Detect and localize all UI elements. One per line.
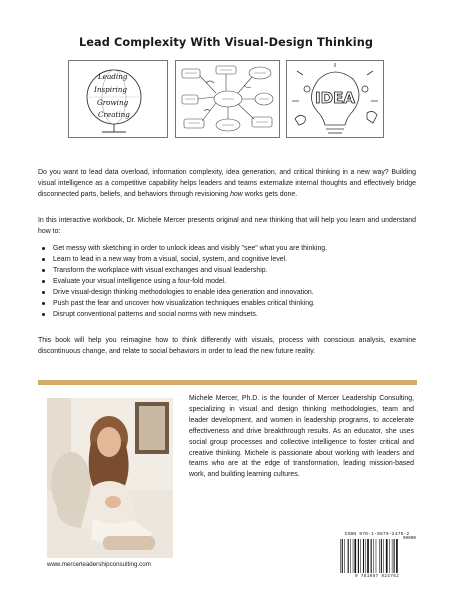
barcode-bar	[353, 539, 354, 573]
barcode-bar	[366, 539, 367, 573]
back-cover-title: Lead Complexity With Visual-Design Thinking	[78, 36, 374, 49]
intro-paragraph	[38, 167, 416, 201]
globe-sketch-svg	[69, 61, 167, 137]
barcode-bar	[381, 539, 382, 573]
closing-paragraph: This book will help you reimagine how to think differently with visuals, process with conscious analysis, examine discontinuous change, and relate to social behaviors in order to lead the new future reality.	[38, 337, 416, 356]
intro-text-emphasis: how	[230, 191, 243, 199]
barcode-bar	[386, 539, 388, 573]
barcode-bar	[360, 539, 361, 573]
sketch-globe-illustration	[68, 60, 168, 138]
website-url[interactable]: www.mercerleadershipconsulting.com	[47, 561, 151, 568]
barcode-bar	[394, 539, 395, 573]
bullet-item: Push past the fear and uncover how visualization techniques enables critical thinking.	[38, 298, 423, 309]
barcode-bar	[350, 539, 351, 573]
barcode-bar	[389, 539, 390, 573]
barcode-bar	[392, 539, 393, 573]
bullet-item: Drive visual-design thinking methodologies to enable idea generation and innovation.	[38, 287, 423, 298]
barcode-bar	[363, 539, 364, 573]
barcode-bar	[342, 539, 343, 573]
gold-divider-rule	[38, 380, 417, 385]
barcode-bar	[344, 539, 345, 573]
intro-text-a: Do you want to lead data overload, information complexity, idea generation, and critical thinking in a new way? Building visual intelligence as a competitive capability helps leaders and teams externalize internal thoughts and effectively bridge disconnected parts, beliefs, and behaviors through revisioning	[38, 169, 416, 199]
barcode-svg	[339, 539, 415, 573]
bullet-item: Transform the workplace with visual exchanges and visual leadership.	[38, 265, 423, 276]
bullet-item: Learn to lead in a new way from a visual, social, system, and cognitive level.	[38, 254, 423, 265]
globe-word-4: Creating	[98, 110, 130, 119]
barcode-bar	[354, 539, 356, 573]
idea-word: IDEA	[315, 89, 355, 107]
barcode-bars	[339, 539, 415, 573]
globe-word-1: Leading	[98, 72, 128, 81]
barcode-bar	[371, 539, 372, 573]
intro-text-b: works gets done.	[242, 191, 298, 199]
author-photo	[47, 398, 173, 558]
sketch-mind-map	[175, 60, 280, 138]
price-code: 90000	[402, 536, 416, 541]
learning-bullet-list	[38, 243, 423, 320]
isbn-barcode	[337, 532, 417, 582]
barcode-bar	[340, 539, 341, 573]
bullet-item: Get messy with sketching in order to unlock ideas and visibly "see" what you are thinking.	[38, 243, 423, 254]
globe-word-2: Inspiring	[94, 85, 128, 94]
barcode-bar	[367, 539, 369, 573]
barcode-bar	[376, 539, 377, 573]
sketch-idea-bulb	[286, 60, 384, 138]
barcode-bar	[358, 539, 359, 573]
workbook-paragraph: In this interactive workbook, Dr. Michele Mercer presents original and new thinking that will help you learn and understand how to:	[38, 217, 416, 236]
idea-sketch-svg	[287, 61, 383, 137]
mind-map-svg	[176, 61, 279, 137]
barcode-bar	[379, 539, 380, 573]
globe-word-3: Growing	[97, 98, 129, 107]
barcode-digits: 9 781087 924762	[354, 574, 400, 579]
bullet-item: Disrupt conventional patterns and social norms with new mindsets.	[38, 309, 423, 320]
barcode-bar	[348, 539, 349, 573]
bullet-item: Evaluate your visual intelligence using a four-fold model.	[38, 276, 423, 287]
barcode-bar	[373, 539, 374, 573]
barcode-bar	[383, 539, 384, 573]
barcode-bar	[396, 539, 398, 573]
author-photo-svg	[47, 398, 173, 558]
isbn-label: ISBN 978-1-0879-2476-2	[344, 532, 410, 537]
author-bio: Michele Mercer, Ph.D. is the founder of Mercer Leadership Consulting, specializing in visual and design thinking methodologies, team and leader development, and women in leadership programs, to accelerate effectiveness and drive breakthrough results. As an educator, she uses social group processes and collective intelligence to foster critical and creative thinking. Michele is passionate about working with leaders and teams who are at the edge of transformation, leading mission-based work, and building learning cultures.	[189, 395, 414, 479]
